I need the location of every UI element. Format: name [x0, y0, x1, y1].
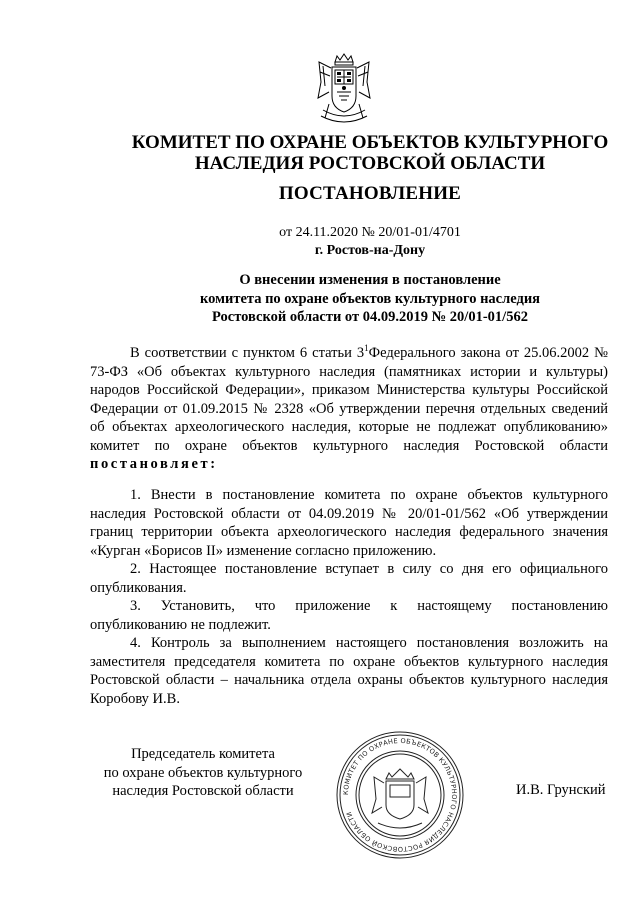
organization-title-line: НАСЛЕДИЯ РОСТОВСКОЙ ОБЛАСТИ	[194, 153, 546, 174]
signatory-name: И.В. Грунский	[516, 782, 606, 798]
resolution-item: 4. Контроль за выполнением настоящего постановления возложить на заместителя председателя комитета по охране объектов культурного наследия Ростовской области – начальника отдела охраны объектов культурного наследия Коробову И.В.	[90, 635, 608, 707]
document-city: г. Ростов-на-Дону	[314, 243, 426, 258]
coat-of-arms-icon	[315, 52, 373, 128]
resolution-items	[90, 486, 608, 708]
document-subject	[100, 271, 640, 327]
document-type: ПОСТАНОВЛЕНИЕ	[278, 183, 462, 204]
preamble-text: Федерального закона от 25.06.2002 № 73-ФЗ «Об объектах культурного наследия (памятниках истории и культуры) народов Российской Федерации», приказом Министерства культуры Российской Федерации от 01.09.2015 № 2328 «Об утверждении перечня отдельных сведений об объектах археологического наследия, которые не подлежат опубликованию» комитет по охране объектов культурного наследия Ростовской области	[90, 345, 608, 454]
subject-line: комитета по охране объектов культурного наследия	[199, 290, 541, 307]
article-superscript: 1	[364, 343, 369, 354]
subject-line: О внесении изменения в постановление	[239, 272, 501, 288]
preamble	[90, 344, 608, 474]
official-seal-icon	[334, 729, 466, 861]
document-date-number: от 24.11.2020 № 20/01-01/4701	[279, 225, 461, 240]
decree-word: постановляет:	[90, 456, 218, 472]
organization-title-line: КОМИТЕТ ПО ОХРАНЕ ОБЪЕКТОВ КУЛЬТУРНОГО	[131, 132, 609, 153]
signatory-position	[90, 745, 316, 801]
preamble-text: В соответствии с пунктом 6 статьи 3	[130, 345, 365, 361]
signatory-position-line: наследия Ростовской области	[112, 783, 294, 799]
preamble-paragraph	[90, 344, 608, 474]
subject-line: Ростовской области от 04.09.2019 № 20/01-01/562	[212, 309, 528, 325]
signatory-position-line: Председатель комитета	[131, 746, 275, 762]
signatory-position-line: по охране объектов культурного	[103, 764, 303, 781]
resolution-item: 3. Установить, что приложение к настоящему постановлению опубликованию не подлежит.	[90, 598, 608, 633]
document-meta	[100, 224, 640, 260]
resolution-item: 1. Внести в постановление комитета по охране объектов культурного наследия Ростовской области от 04.09.2019 № 20/01-01/562 «Об утверждении границ территории объекта археологического наследия федерального значения «Курган «Борисов II» изменение согласно приложению.	[90, 487, 608, 559]
resolution-item: 2. Настоящее постановление вступает в силу со дня его официального опубликования.	[90, 561, 608, 596]
seal-ring-text: КОМИТЕТ ПО ОХРАНЕ ОБЪЕКТОВ КУЛЬТУРНОГО НАСЛЕДИЯ РОСТОВСКОЙ ОБЛАСТИ	[341, 736, 459, 854]
organization-title	[100, 132, 640, 174]
